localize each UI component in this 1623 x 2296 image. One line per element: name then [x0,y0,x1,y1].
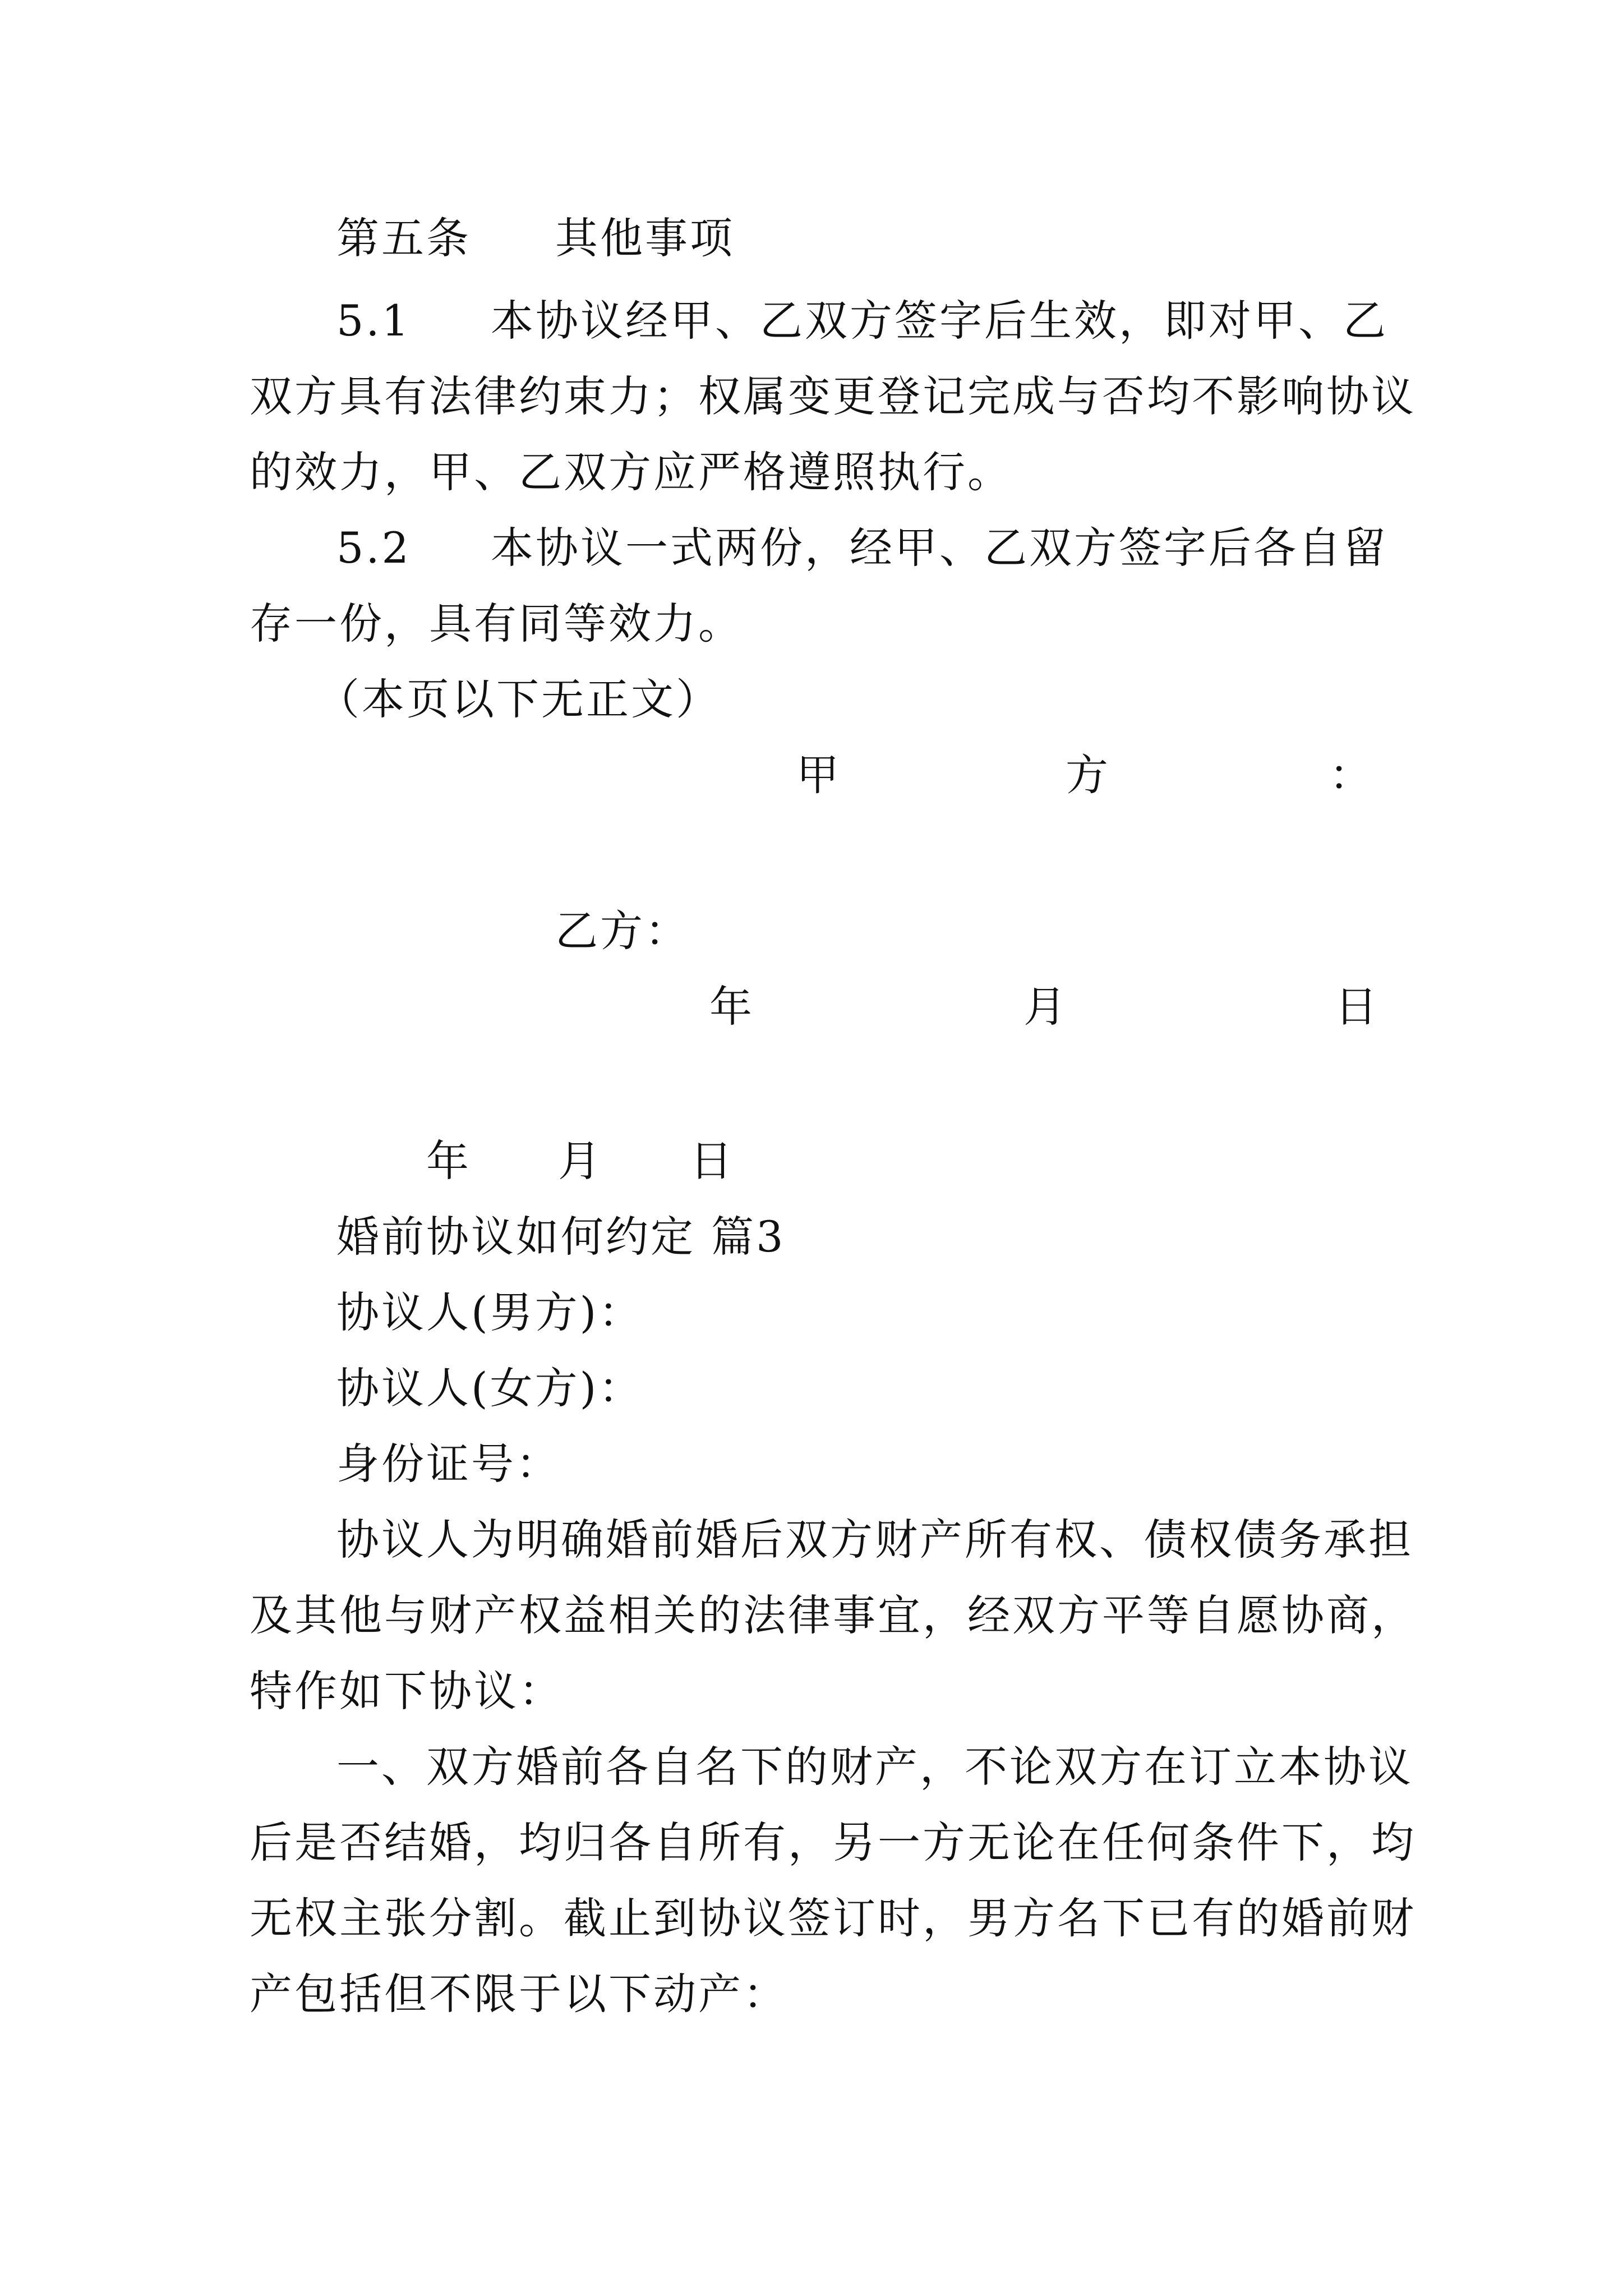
clause-5-1-line-3: 的效力，甲、乙双方应严格遵照执行。 [250,447,1012,497]
section-heading-number: 第五条 [336,213,471,263]
clause-5-2-line-1: 本协议一式两份，经甲、乙双方签字后各自留 [491,523,1388,573]
party-a-label-char-2: 方 [1066,750,1108,800]
article-1-line-4: 产包括但不限于以下动产： [250,1969,788,2019]
party-a-label-colon: ： [1329,750,1372,800]
clause-5-1-number: 5.1 [336,296,411,346]
preamble-line-1: 协议人为明确婚前婚后双方财产所有权、债权债务承担 [336,1515,1413,1565]
party-b-label: 乙方： [555,906,690,956]
id-number-field: 身份证号： [336,1439,561,1489]
date-2-day: 日 [690,1136,732,1186]
clause-5-2-line-2: 存一份，具有同等效力。 [250,599,743,648]
party-female-field: 协议人(女方)： [336,1363,644,1413]
article-1-line-1: 一、双方婚前各自名下的财产，不论双方在订立本协议 [336,1742,1413,1792]
article-1-line-3: 无权主张分割。截止到协议签订时，男方名下已有的婚前财 [250,1893,1416,1943]
date-2-month: 月 [558,1136,601,1186]
preamble-line-2: 及其他与财产权益相关的法律事宜，经双方平等自愿协商， [250,1590,1416,1640]
clause-5-1-line-2: 双方具有法律约束力；权属变更登记完成与否均不影响协议 [250,371,1416,421]
date-2-year: 年 [426,1136,469,1186]
article-1-line-2: 后是否结婚，均归各自所有，另一方无论在任何条件下，均 [250,1818,1416,1867]
section-heading-title: 其他事项 [555,213,735,263]
clause-5-1-line-1: 本协议经甲、乙双方签字后生效，即对甲、乙 [491,296,1388,346]
party-male-field: 协议人(男方)： [336,1287,644,1337]
date-1-day: 日 [1335,982,1377,1032]
party-a-label-char-1: 甲 [796,750,839,800]
preamble-line-3: 特作如下协议： [250,1666,564,1716]
clause-5-2-number: 5.2 [336,523,411,573]
agreement-title: 婚前协议如何约定 篇3 [336,1212,786,1262]
date-1-year: 年 [709,982,752,1032]
no-text-below-note: （本页以下无正文） [317,674,721,724]
date-1-month: 月 [1023,982,1066,1032]
